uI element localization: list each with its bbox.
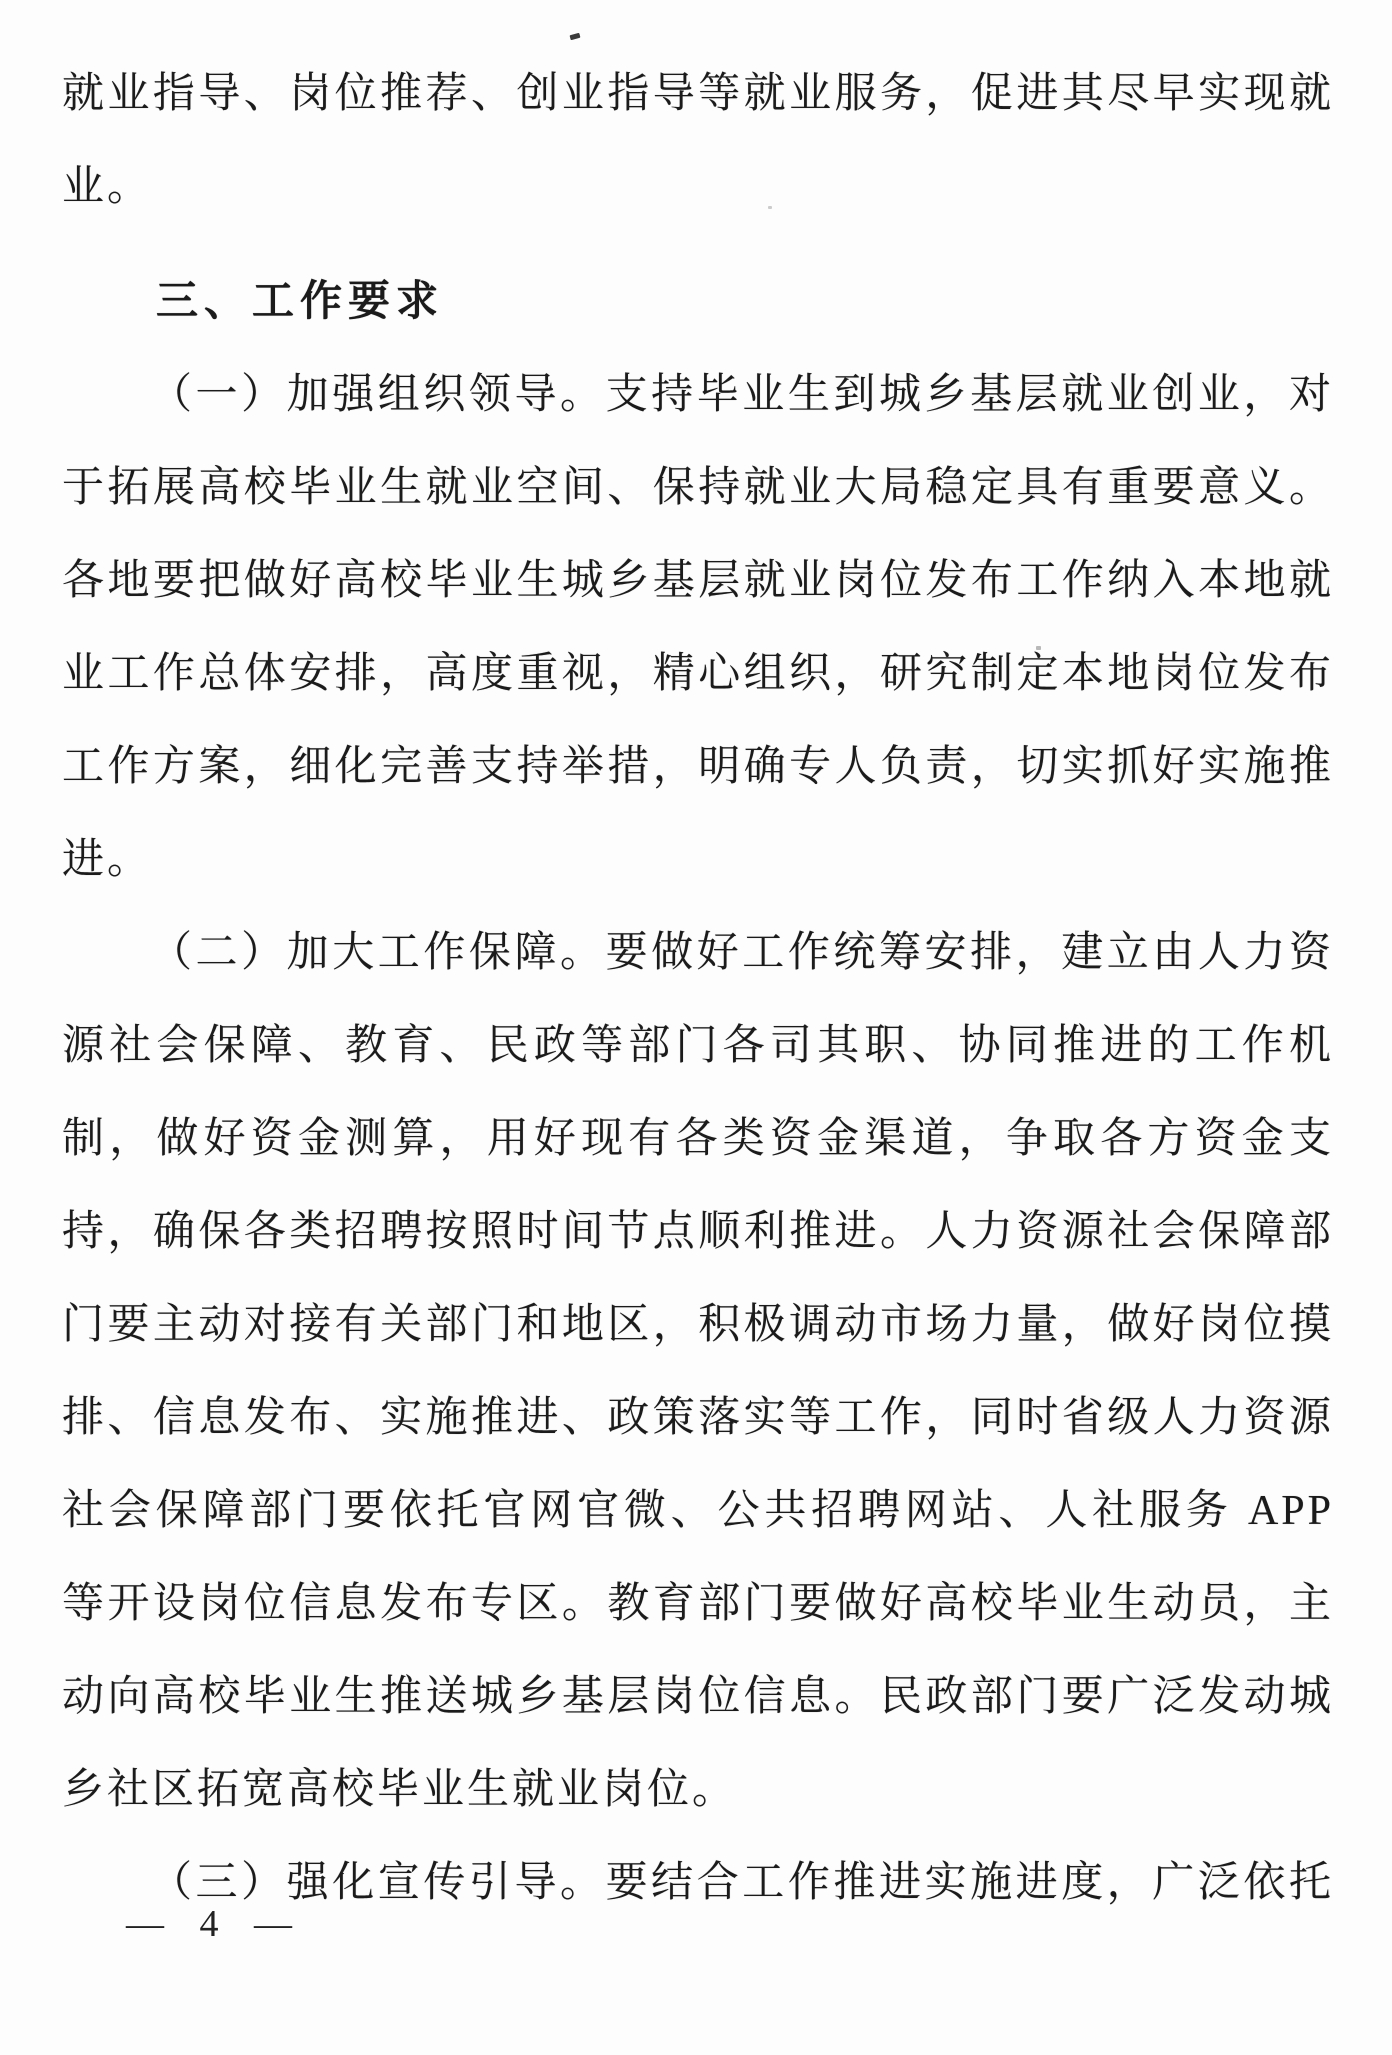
text-line: 业。	[62, 164, 153, 210]
text-line: 于拓展高校毕业生就业空间、保持就业大局稳定具有重要意义。	[62, 465, 1334, 511]
section-heading: 三、工作要求	[156, 279, 445, 325]
text-line: 等开设岗位信息发布专区。教育部门要做好高校毕业生动员，主	[62, 1581, 1334, 1627]
text-line: 动向高校毕业生推送城乡基层岗位信息。民政部门要广泛发动城	[62, 1674, 1334, 1720]
text-line: 制，做好资金测算，用好现有各类资金渠道，争取各方资金支	[62, 1116, 1334, 1162]
text-line: 进。	[62, 837, 153, 883]
text-line: 源社会保障、教育、民政等部门各司其职、协同推进的工作机	[62, 1023, 1334, 1069]
text-line: 社会保障部门要依托官网官微、公共招聘网站、人社服务 APP	[62, 1488, 1334, 1534]
scan-speck	[570, 33, 581, 40]
text-line: （三）强化宣传引导。要结合工作推进实施进度，广泛依托	[150, 1860, 1334, 1906]
text-line: 工作方案，细化完善支持举措，明确专人负责，切实抓好实施推	[62, 744, 1334, 790]
page-number: — 4 —	[126, 1903, 294, 1945]
document-body	[62, 48, 1334, 1930]
text-line: 业工作总体安排，高度重视，精心组织，研究制定本地岗位发布	[62, 651, 1334, 697]
text-line: 乡社区拓宽高校毕业生就业岗位。	[62, 1767, 738, 1813]
text-line: 就业指导、岗位推荐、创业指导等就业服务，促进其尽早实现就	[62, 71, 1334, 117]
text-line: 排、信息发布、实施推进、政策落实等工作，同时省级人力资源	[62, 1395, 1334, 1441]
text-line: 门要主动对接有关部门和地区，积极调动市场力量，做好岗位摸	[62, 1302, 1334, 1348]
text-line: 持，确保各类招聘按照时间节点顺利推进。人力资源社会保障部	[62, 1209, 1334, 1255]
text-line: （一）加强组织领导。支持毕业生到城乡基层就业创业，对	[150, 372, 1334, 418]
text-line: （二）加大工作保障。要做好工作统筹安排，建立由人力资	[150, 930, 1334, 976]
text-line: 各地要把做好高校毕业生城乡基层就业岗位发布工作纳入本地就	[62, 558, 1334, 604]
